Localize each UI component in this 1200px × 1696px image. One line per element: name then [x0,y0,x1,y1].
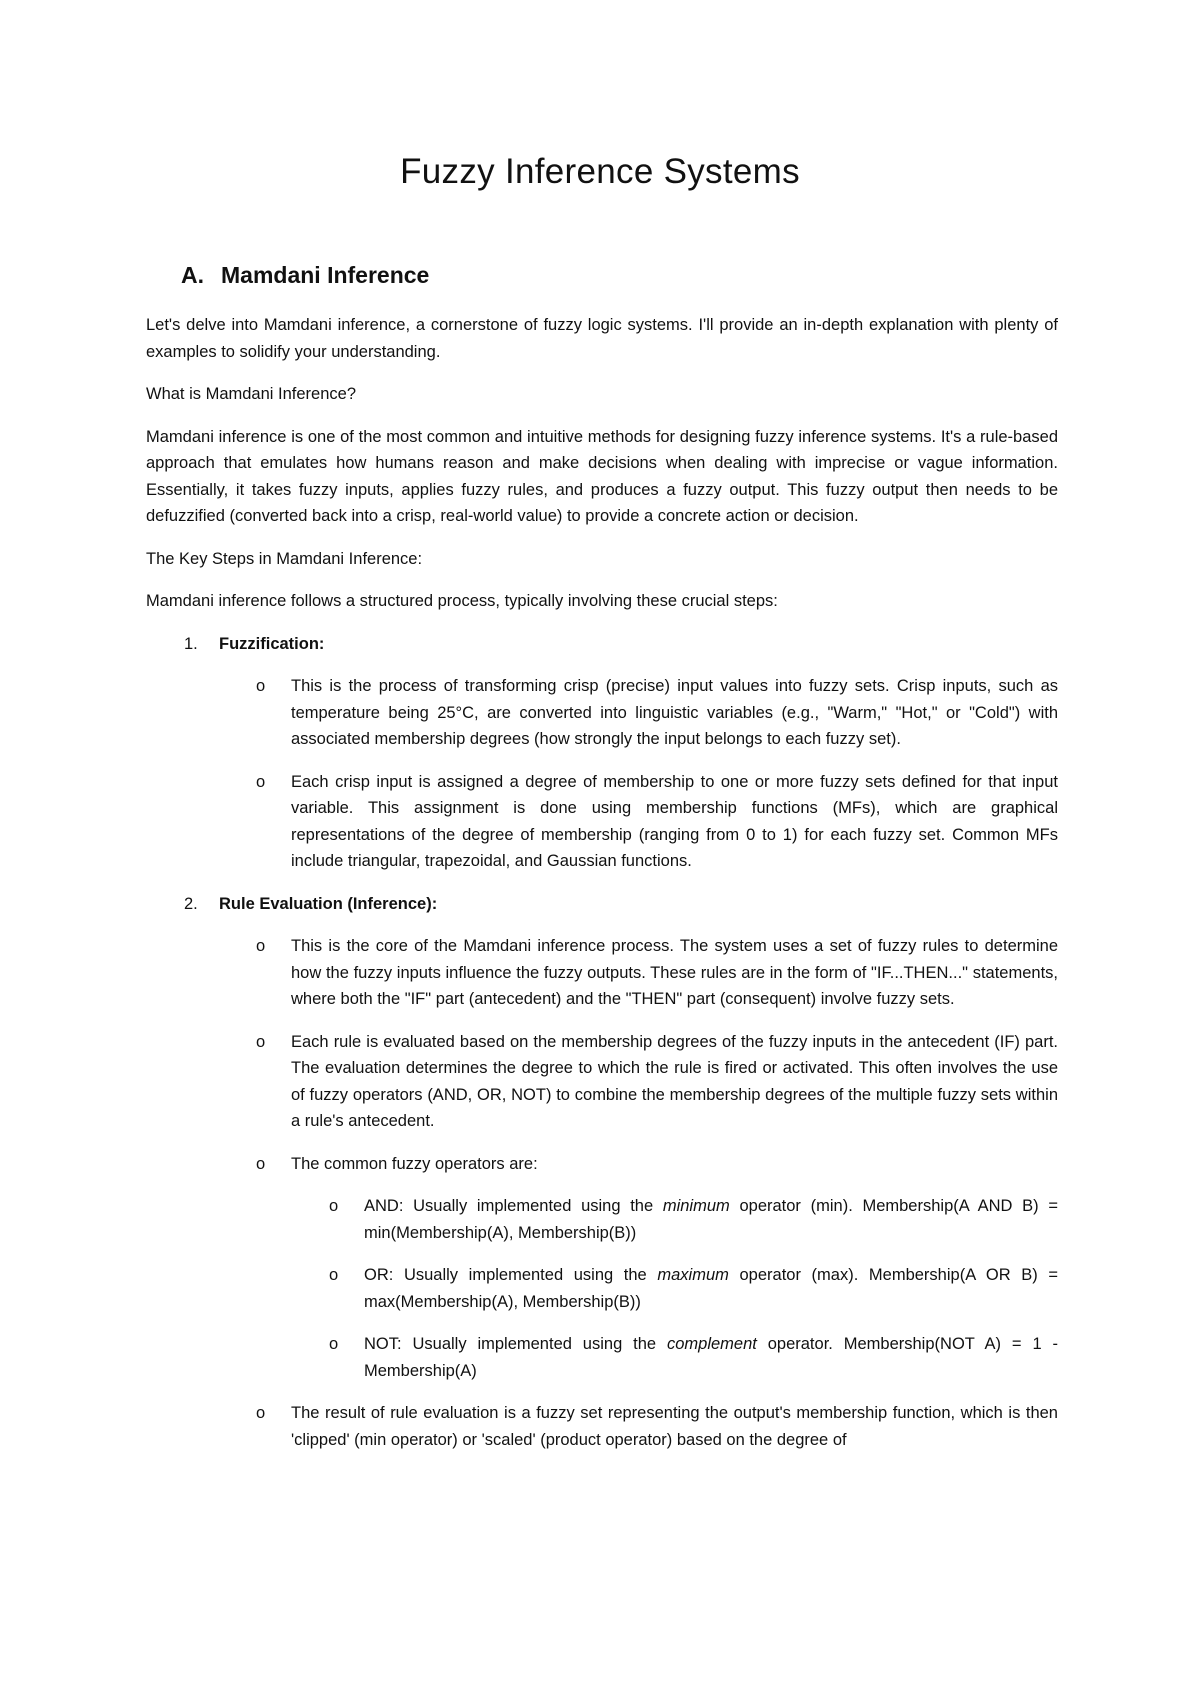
sub-bullet-marker: o [329,1335,339,1353]
operator-text [364,1193,1058,1246]
operator-suffix: operator. Membership(NOT A) = 1 - Membership(A) [364,1335,1058,1380]
operator-text [364,1262,1058,1315]
what-is-heading: What is Mamdani Inference? [146,385,357,403]
operator-prefix: AND: Usually implemented using the [364,1197,663,1215]
sub-bullet-marker: o [329,1266,339,1284]
step-label: Fuzzification: [219,634,325,653]
bullet-marker: o [256,1032,266,1051]
bullet-text: Each rule is evaluated based on the membership degrees of the fuzzy inputs in the antecedent (IF) part. The evaluation determines the degree to which the rule is fired or activated. This often involves the use of fuzzy operators (AND, OR, NOT) to combine the membership degrees of the multiple fuzzy sets within a rule's antecedent. [291,1032,1058,1130]
operator-item-or [146,1262,1058,1315]
sub-bullet-marker: o [329,1197,339,1215]
step-number: 1. [184,634,198,653]
step-number: 2. [184,894,198,913]
operator-prefix: OR: Usually implemented using the [364,1266,658,1284]
operator-suffix: operator (min). Membership(A AND B) = min(Membership(A), Membership(B)) [364,1197,1058,1242]
list-item [146,1400,1058,1453]
step-1 [146,631,1058,658]
operator-italic: complement [666,1335,757,1353]
bullet-text: This is the process of transforming crisp (precise) input values into fuzzy sets. Crisp inputs, such as temperature being 25°C, are converted into linguistic variables (e.g., "Warm," "Hot," or "Cold") with associated membership degrees (how strongly the input belongs to each fuzzy set). [291,677,1058,748]
document-title: Fuzzy Inference Systems [400,152,800,191]
key-steps-intro: Mamdani inference follows a structured process, typically involving these crucial steps: [146,592,778,610]
bullet-marker: o [256,937,266,955]
operator-italic: maximum [657,1266,729,1284]
section-heading [181,262,429,289]
what-is-paragraph: Mamdani inference is one of the most common and intuitive methods for designing fuzzy inference systems. It's a rule-based approach that emulates how humans reason and make decisions when dealing with imprecise or vague information. Essentially, it takes fuzzy inputs, applies fuzzy rules, and produces a fuzzy output. This fuzzy output then needs to be defuzzified (converted back into a crisp, real-world value) to provide a concrete action or decision. [146,427,1058,525]
step-label: Rule Evaluation (Inference): [219,894,438,913]
list-item [146,1151,1058,1178]
bullet-text: The result of rule evaluation is a fuzzy set representing the output's membership function, which is then 'clipped' (min operator) or 'scaled' (product operator) based on the degree of [291,1404,1058,1449]
list-item [146,1029,1058,1135]
bullet-text: The common fuzzy operators are: [291,1154,538,1173]
operator-prefix: NOT: Usually implemented using the [364,1335,667,1353]
list-item [146,769,1058,875]
list-item [146,673,1058,753]
key-steps-heading: The Key Steps in Mamdani Inference: [146,549,423,568]
document-body [146,312,1058,1469]
bullet-text: This is the core of the Mamdani inference process. The system uses a set of fuzzy rules to determine how the fuzzy inputs influence the fuzzy outputs. These rules are in the form of "IF...THEN..." statements, where both the "IF" part (antecedent) and the "THEN" part (consequent) involve fuzzy sets. [291,937,1058,1008]
bullet-marker: o [256,1154,266,1173]
bullet-text: Each crisp input is assigned a degree of membership to one or more fuzzy sets defined for that input variable. This assignment is done using membership functions (MFs), which are graphical representations of the degree of membership (ranging from 0 to 1) for each fuzzy set. Common MFs include triangular, trapezoidal, and Gaussian functions. [291,772,1058,870]
bullet-marker: o [256,1404,266,1422]
section-heading-text: Mamdani Inference [221,262,430,288]
intro-paragraph: Let's delve into Mamdani inference, a cornerstone of fuzzy logic systems. I'll provide an in-depth explanation with plenty of examples to solidify your understanding. [146,316,1058,361]
operator-italic: minimum [662,1197,730,1215]
operator-text [364,1331,1058,1384]
step-2 [146,891,1058,918]
list-item [146,933,1058,1013]
bullet-marker: o [256,772,266,791]
section-letter: A. [181,262,204,288]
bullet-marker: o [256,677,266,695]
operator-item-and [146,1193,1058,1246]
operator-item-not [146,1331,1058,1384]
operator-suffix: operator (max). Membership(A OR B) = max(Membership(A), Membership(B)) [364,1266,1059,1311]
